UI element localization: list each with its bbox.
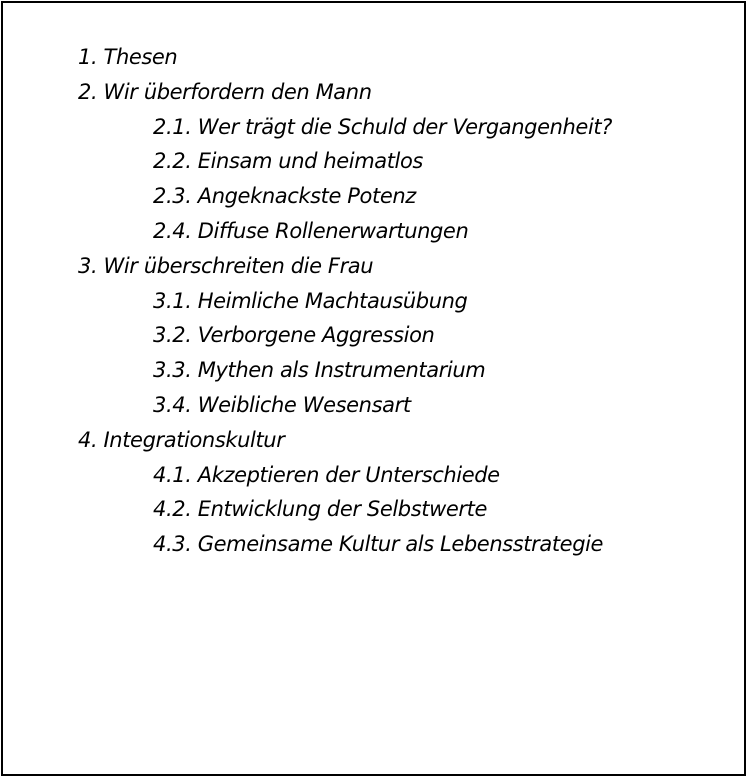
toc-subsection-4-1: 4.1. Akzeptieren der Unterschiede xyxy=(153,463,500,487)
toc-subsection-2-1: 2.1. Wer trägt die Schuld der Vergangenheit? xyxy=(153,115,612,139)
toc-subsection-2-3: 2.3. Angeknackste Potenz xyxy=(153,184,416,208)
toc-section-2: 2. Wir überfordern den Mann xyxy=(78,80,372,104)
toc-subsection-3-4: 3.4. Weibliche Wesensart xyxy=(153,393,411,417)
toc-section-1: 1. Thesen xyxy=(78,45,178,69)
toc-subsection-2-4: 2.4. Diffuse Rollenerwartungen xyxy=(153,219,469,243)
toc-subsection-3-3: 3.3. Mythen als Instrumentarium xyxy=(153,358,486,382)
toc-subsection-2-2: 2.2. Einsam und heimatlos xyxy=(153,149,423,173)
toc-section-3: 3. Wir überschreiten die Frau xyxy=(78,254,374,278)
toc-subsection-4-3: 4.3. Gemeinsame Kultur als Lebensstrategie xyxy=(153,532,604,556)
document-frame xyxy=(1,1,746,776)
toc-section-4: 4. Integrationskultur xyxy=(78,428,285,452)
table-of-contents xyxy=(3,3,744,774)
toc-subsection-3-1: 3.1. Heimliche Machtausübung xyxy=(153,289,468,313)
toc-subsection-3-2: 3.2. Verborgene Aggression xyxy=(153,323,435,347)
toc-subsection-4-2: 4.2. Entwicklung der Selbstwerte xyxy=(153,497,487,521)
